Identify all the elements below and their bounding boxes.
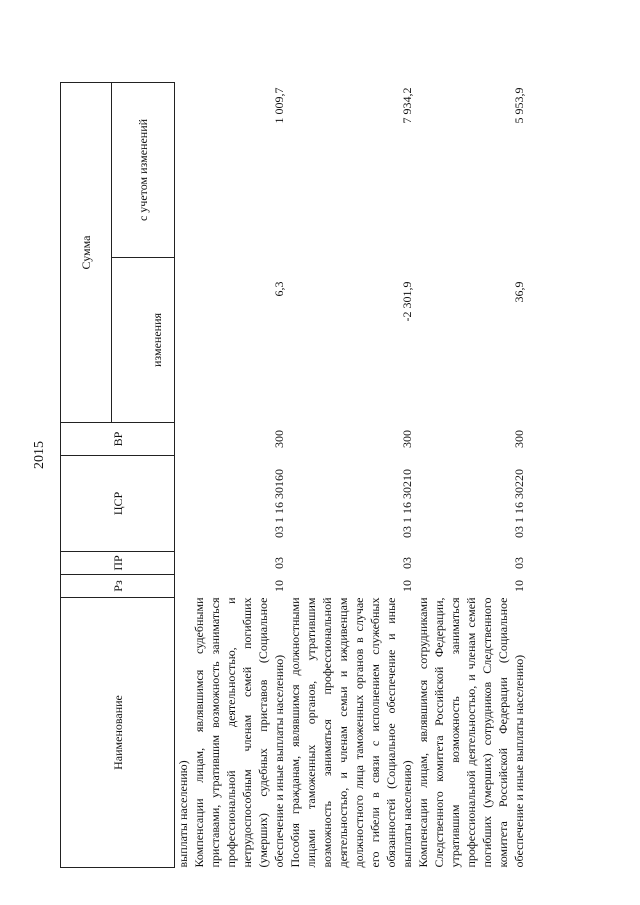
row-csr: 03 1 16 30220 bbox=[512, 469, 526, 538]
row-changes: 6,3 bbox=[272, 281, 286, 297]
row-changes: 36,9 bbox=[512, 281, 526, 303]
header-amount: Сумма bbox=[61, 82, 112, 422]
header-pr: ПР bbox=[61, 552, 175, 575]
continuation-row bbox=[175, 82, 192, 867]
row-vr: 300 bbox=[512, 430, 526, 448]
row-pr: 03 bbox=[512, 557, 526, 569]
row-rz: 10 bbox=[512, 580, 526, 592]
row-vr: 300 bbox=[272, 430, 286, 448]
row-csr: 03 1 16 30210 bbox=[400, 469, 414, 538]
row-changes: -2 301,9 bbox=[400, 281, 414, 322]
continuation-text: выплаты населению) bbox=[176, 760, 190, 868]
header-with-changes: с учетом изменений bbox=[112, 82, 175, 257]
header-csr: ЦСР bbox=[61, 456, 175, 552]
row-name: Пособия гражданам, являвшимся должностными лицами таможенных органов, утратившим возможность заниматься профессиональной деятельностью, и членам семьи и иждивенцам должностного лица таможенных органов в случае его гибели в связи с исполнением служебных обязанностей (Социальное обеспечение и иные выплаты населению) bbox=[288, 597, 414, 868]
page-number: 2015 bbox=[32, 441, 47, 469]
row-name: Компенсации лицам, являвшимся сотрудниками Следственного комитета Российской Федерации, утратившим возможность заниматься профессиональной деятельностью, и членам семей погибших (умерших) сотрудников Следственного комитета Российской Федерации (Социальное обеспечение и иные выплаты населению) bbox=[416, 597, 526, 868]
row-rz: 10 bbox=[400, 580, 414, 592]
budget-table bbox=[60, 82, 527, 868]
row-with-changes: 1 009,7 bbox=[272, 87, 286, 124]
row-rz: 10 bbox=[272, 580, 286, 592]
header-row-top bbox=[61, 82, 112, 867]
row-pr: 03 bbox=[400, 557, 414, 569]
row-pr: 03 bbox=[272, 557, 286, 569]
header-changes: изменения bbox=[112, 258, 175, 423]
row-with-changes: 5 953,9 bbox=[512, 87, 526, 124]
row-with-changes: 7 934,2 bbox=[400, 87, 414, 124]
table-row bbox=[191, 82, 287, 867]
header-rz: Рз bbox=[61, 575, 175, 598]
row-vr: 300 bbox=[400, 430, 414, 448]
header-vr: ВР bbox=[61, 423, 175, 456]
header-name: Наименование bbox=[61, 598, 175, 868]
row-name: Компенсации лицам, являвшимся судебными приставами, утратившим возможность заниматься профессиональной деятельностью, и нетрудоспособным членам семей погибших (умерших) судебных приставов (Социальное обеспечение и иные выплаты населению) bbox=[192, 597, 286, 868]
table-row bbox=[415, 82, 527, 867]
table-row bbox=[287, 82, 415, 867]
row-csr: 03 1 16 30160 bbox=[272, 469, 286, 538]
